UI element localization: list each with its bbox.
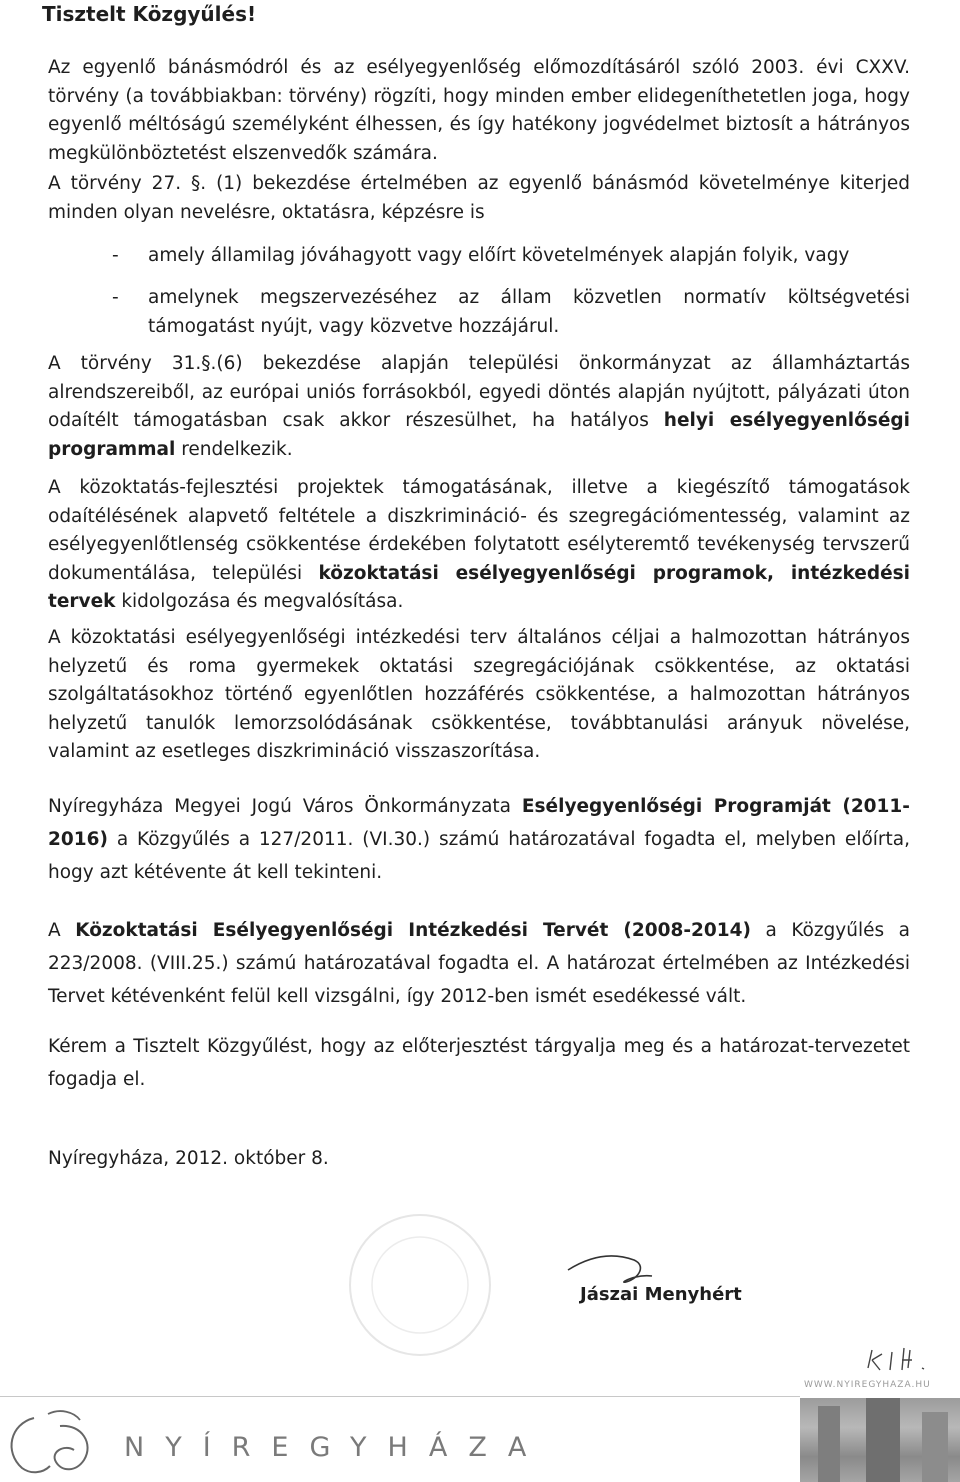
building-silhouette: [818, 1406, 840, 1482]
paragraph-text: A: [48, 920, 76, 941]
paragraph-text: A törvény 31.§.(6) bekezdése alapján települési önkormányzat az államháztartás alrendszereiből, az európai uniós forrásokból, egyedi döntés alapján nyújtott, pályázati úton odaítélt támogatásban csak akkor részesülhet, ha hatályos: [48, 353, 910, 432]
city-photo-strip: [800, 1398, 960, 1482]
paragraph-tail: a Közgyűlés a 223/2008. (VIII.25.) számú határozatával fogadta el. A határozat értelmében az Intézkedési Tervet kétévenként felül kell vizsgálni, így 2012-ben ismét esedékessé vált.: [48, 920, 910, 1007]
footer-divider: [0, 1396, 800, 1397]
request-paragraph: Kérem a Tisztelt Közgyűlést, hogy az előterjesztést tárgyalja meg és a határozat-tervezetet fogadja el.: [48, 1036, 910, 1090]
paragraph-tail: a Közgyűlés a 127/2011. (VI.30.) számú határozatával fogadta el, melyben előírta, hogy azt kétévente át kell tekinteni.: [48, 829, 910, 883]
paragraph-text: Nyíregyháza Megyei Jogú Város Önkormányzata: [48, 796, 522, 817]
section31-paragraph: [48, 350, 910, 464]
initials-image: [862, 1338, 942, 1378]
intro-paragraph: Az egyenlő bánásmódról és az esélyegyenlőség előmozdításáról szóló 2003. évi CXXV. törvény (a továbbiakban: törvény) rögzíti, hogy minden ember elidegeníthetetlen joga, hogy egyenlő méltóságú személyként élhessen, és így hatékony jogvédelmet biztosít a hátrányos megkülönböztetést elszenvedők számára.: [48, 57, 910, 164]
bullet-item-2: amelynek megszervezéséhez az állam közvetlen normatív költségvetési támogatást nyújt, vagy közvetve hozzájárul.: [148, 287, 910, 337]
signer-name: Jászai Menyhért: [580, 1284, 742, 1305]
paragraph-tail: rendelkezik.: [175, 438, 293, 460]
building-silhouette: [866, 1398, 900, 1482]
goals-paragraph: A közoktatási esélyegyenlőségi intézkedési terv általános céljai a halmozottan hátrányos helyzetű és roma gyermekek oktatási szegregációjának csökkentése, az oktatási szolgáltatásokhoz történő egyenlőtlen hozzáférés csökkentése, a halmozottan hátrányos helyzetű tanulók lemorzsolódásának csökkentése, továbbtanulási arányuk növelése, valamint az esetleges diszkrimináció visszaszorítása.: [48, 627, 910, 763]
city-brand-name: NYÍREGYHÁZA: [124, 1432, 548, 1463]
faded-stamp-image: [330, 1200, 510, 1370]
development-paragraph: [48, 474, 910, 617]
bullet-item-1: amely államilag jóváhagyott vagy előírt követelmények alapján folyik, vagy: [148, 245, 850, 266]
bold-phrase: közoktatási esélyegyenlőségi programok, intézkedési tervek: [48, 562, 910, 613]
section27-paragraph: A törvény 27. §. (1) bekezdése értelmében az egyenlő bánásmód követelménye kiterjed minden olyan nevelésre, oktatásra, képzésre is: [48, 173, 910, 223]
building-silhouette: [922, 1412, 948, 1482]
bold-phrase: Közoktatási Esélyegyenlőségi Intézkedési Tervét (2008-2014): [75, 920, 751, 941]
website-url: WWW.NYIREGYHAZA.HU: [804, 1380, 931, 1390]
bold-phrase: helyi esélyegyenlőségi programmal: [48, 410, 910, 460]
place-date: Nyíregyháza, 2012. október 8.: [48, 1148, 329, 1169]
bold-phrase: Esélyegyenlőségi Programját (2011-2016): [48, 796, 910, 850]
bullet-dash: -: [112, 245, 119, 266]
paragraph-tail: kidolgozása és megvalósítása.: [115, 591, 404, 613]
paragraph-text: A közoktatás-fejlesztési projektek támogatásának, illetve a kiegészítő támogatások odaítélésének alapvető feltétele a diszkrimináció- és szegregációmentesség, valamint az esélyegyenlőtlenség csökkentése érdekében folytatott esélyteremtő tevékenység tervszerű dokumentálása, települési: [48, 477, 910, 584]
city-logo-icon: [0, 1404, 120, 1482]
action-plan-paragraph: [48, 914, 910, 1013]
program-paragraph: [48, 790, 910, 889]
bullet-dash: -: [112, 287, 119, 308]
salutation: Tisztelt Közgyűlés!: [42, 2, 257, 26]
